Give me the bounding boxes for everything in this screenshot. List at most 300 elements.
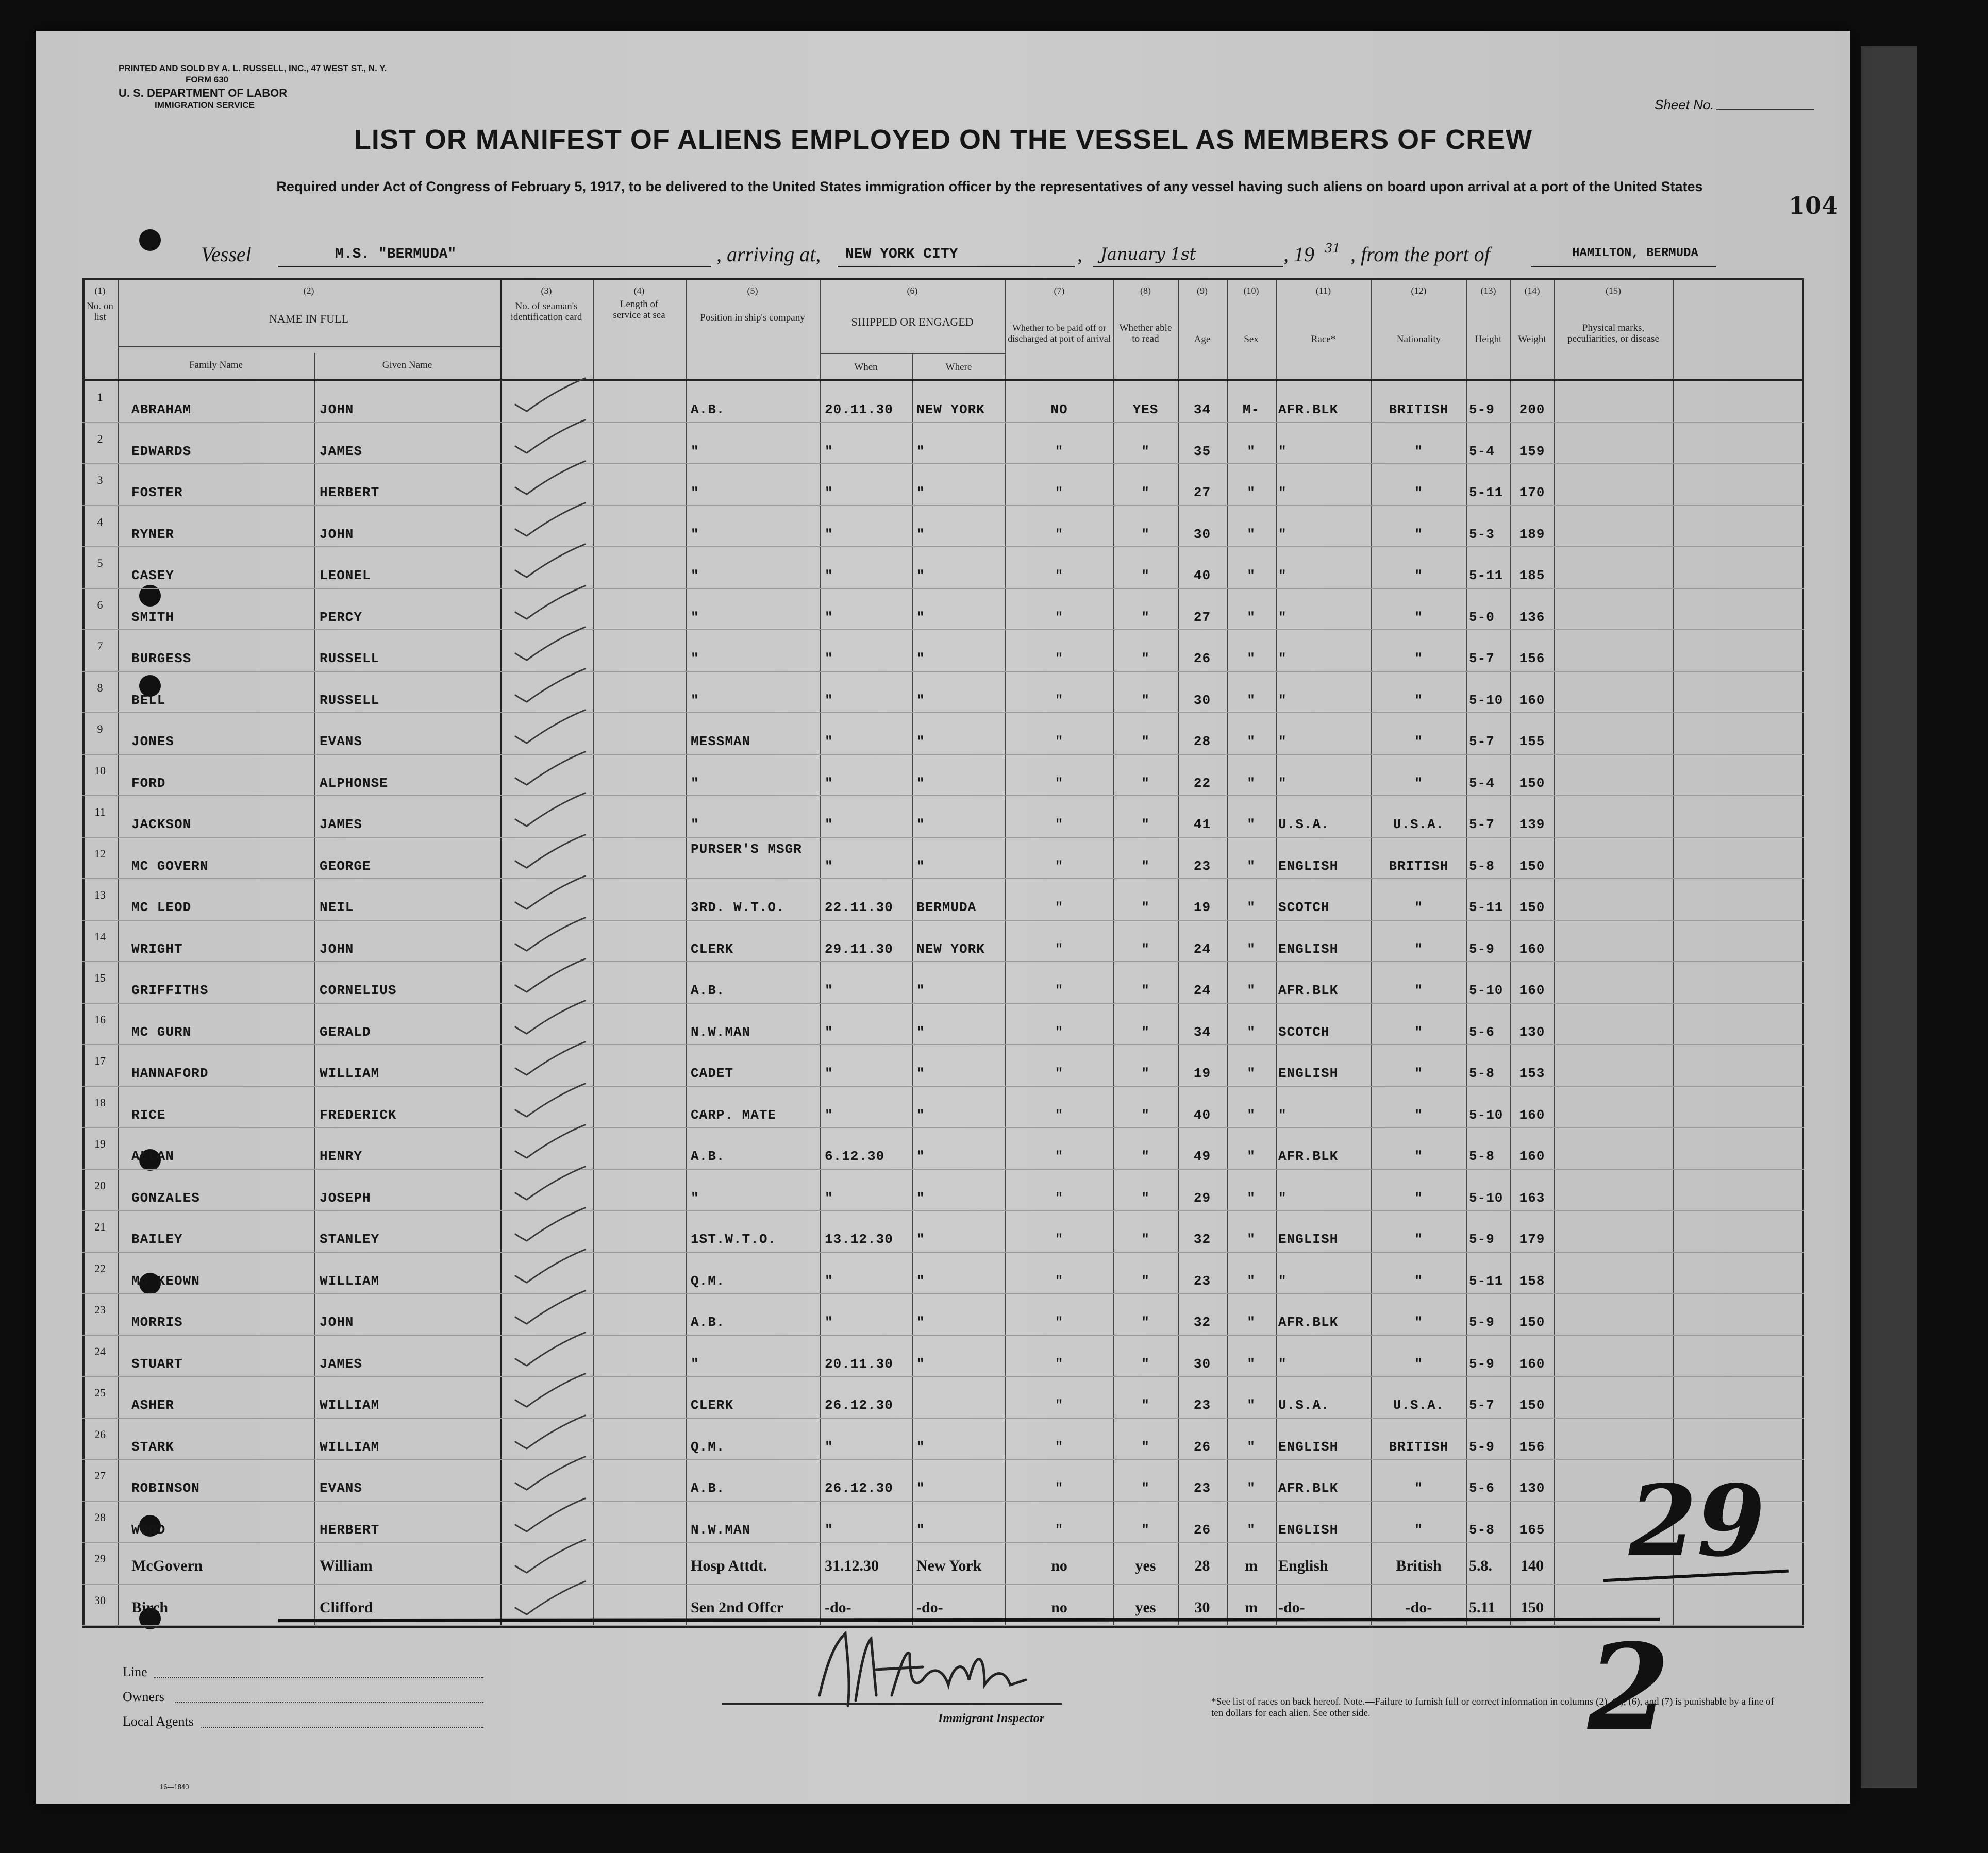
cell-weight: 156 [1519, 1439, 1545, 1455]
cell-nationality: " [1414, 1273, 1423, 1289]
cell-given: ALPHONSE [320, 775, 388, 791]
cell-position: CLERK [691, 941, 734, 957]
cell-given: JOSEPH [320, 1190, 371, 1206]
cell-sex: " [1247, 734, 1256, 749]
vessel-label: Vessel [201, 243, 252, 266]
cell-weight: 155 [1519, 734, 1545, 749]
col-header-id-card: No. of seaman's identification card [510, 301, 582, 323]
cell-paid: " [1055, 485, 1064, 500]
cell-when: 13.12.30 [825, 1232, 893, 1247]
cell-family: McGovern [131, 1557, 203, 1574]
cell-height: 5-4 [1469, 443, 1495, 459]
checkmark-icon [510, 1289, 588, 1325]
cell-age: 30 [1193, 692, 1211, 708]
cell-race: ENGLISH [1278, 941, 1339, 957]
cell-given: FREDERICK [320, 1107, 397, 1123]
year-prefix: , 19 [1283, 243, 1314, 266]
cell-position: A.B. [691, 402, 725, 417]
cell-read: " [1141, 1066, 1150, 1081]
cell-family: ROBINSON [131, 1480, 200, 1496]
cell-sex: M- [1242, 402, 1260, 417]
arrival-date: January 1st [1100, 244, 1196, 264]
cell-when: 26.12.30 [825, 1397, 893, 1413]
cell-position: " [691, 692, 699, 708]
cell-read: " [1141, 941, 1150, 957]
checkmark-icon [510, 418, 588, 454]
row-number: 10 [94, 764, 106, 777]
cell-paid: " [1055, 568, 1064, 583]
cell-where: " [916, 1480, 925, 1496]
cell-weight: 130 [1519, 1024, 1545, 1040]
cell-height: 5-11 [1469, 1273, 1503, 1289]
cell-position: Sen 2nd Offcr [691, 1598, 783, 1616]
checkmark-icon [510, 1413, 588, 1450]
cell-where: New York [916, 1557, 982, 1574]
cell-family: STUART [131, 1356, 183, 1372]
page-title: LIST OR MANIFEST OF ALIENS EMPLOYED ON THE VESSEL AS MEMBERS OF CREW [354, 124, 1533, 155]
arriving-port: NEW YORK CITY [845, 246, 958, 262]
cell-height: 5-4 [1469, 775, 1495, 791]
line-label: Line [123, 1664, 147, 1679]
checkmark-icon [510, 1123, 588, 1159]
checkmark-icon [510, 1538, 588, 1574]
cell-where: " [916, 1315, 925, 1330]
footer-note: *See list of races on back hereof. Note.—Failure to furnish full or correct information in columns (2), (5), (6), and (7) is punishable by a fine of ten dollars for each alien. See other side. [1211, 1696, 1774, 1719]
cell-family: JONES [131, 734, 175, 749]
cell-paid: " [1055, 1439, 1064, 1455]
cell-paid: " [1055, 1315, 1064, 1330]
cell-position: " [691, 775, 699, 791]
cell-read: " [1141, 1149, 1150, 1164]
cell-sex: " [1247, 1066, 1256, 1081]
cell-height: 5-10 [1469, 1107, 1503, 1123]
cell-where: -do- [916, 1598, 943, 1616]
cell-nationality: " [1414, 692, 1423, 708]
cell-nationality: " [1414, 485, 1423, 500]
cell-position: A.B. [691, 1149, 725, 1164]
cell-where: " [916, 858, 925, 874]
cell-read: " [1141, 1397, 1150, 1413]
cell-height: 5-9 [1469, 402, 1495, 417]
checkmark-icon [510, 1206, 588, 1242]
cell-age: 27 [1193, 609, 1211, 625]
cell-age: 32 [1193, 1232, 1211, 1247]
cell-read: " [1141, 1480, 1150, 1496]
row-number: 21 [94, 1220, 106, 1233]
arriving-label: , arriving at, [716, 243, 821, 266]
row-number: 18 [94, 1096, 106, 1109]
checkmark-icon [510, 1082, 588, 1118]
cell-nationality: BRITISH [1389, 402, 1449, 417]
cell-read: " [1141, 1190, 1150, 1206]
cell-position: N.W.MAN [691, 1024, 751, 1040]
cell-family: FORD [131, 775, 166, 791]
vessel-name: M.S. "BERMUDA" [335, 246, 457, 262]
row-number: 17 [94, 1054, 106, 1067]
cell-race: ENGLISH [1278, 1066, 1339, 1081]
cell-paid: " [1055, 443, 1064, 459]
cell-read: " [1141, 1273, 1150, 1289]
cell-race: AFR.BLK [1278, 983, 1339, 998]
from-label: , from the port of [1350, 243, 1490, 266]
cell-nationality: " [1414, 609, 1423, 625]
cell-read: " [1141, 1356, 1150, 1372]
cell-family: WRIGHT [131, 941, 183, 957]
cell-given: WILLIAM [320, 1066, 380, 1081]
cell-paid: " [1055, 817, 1064, 832]
checkmark-icon [510, 1372, 588, 1408]
cell-paid: NO [1050, 402, 1068, 417]
cell-age: 30 [1194, 1598, 1210, 1616]
checkmark-icon [510, 542, 588, 578]
cell-position: " [691, 1356, 699, 1372]
cell-when: " [825, 1024, 833, 1040]
col-header-position: Position in ship's company [700, 312, 805, 323]
cell-family: ALLAN [131, 1149, 175, 1164]
cell-given: JOHN [320, 1315, 354, 1330]
inspector-label: Immigrant Inspector [938, 1712, 1045, 1725]
cell-race: SCOTCH [1278, 900, 1330, 915]
checkmark-icon [510, 1496, 588, 1532]
cell-position: 1ST.W.T.O. [691, 1232, 777, 1247]
cell-nationality: " [1414, 941, 1423, 957]
cell-paid: " [1055, 734, 1064, 749]
cell-race: " [1278, 1107, 1287, 1123]
cell-race: " [1278, 775, 1287, 791]
cell-given: Clifford [320, 1598, 373, 1616]
cell-weight: 130 [1519, 1480, 1545, 1496]
cell-family: EDWARDS [131, 443, 192, 459]
cell-paid: " [1055, 1190, 1064, 1206]
row-number: 14 [94, 930, 106, 943]
cell-nationality: " [1414, 443, 1423, 459]
cell-family: HANNAFORD [131, 1066, 209, 1081]
cell-weight: 150 [1519, 858, 1545, 874]
cell-where: " [916, 1439, 925, 1455]
cell-height: 5-9 [1469, 1232, 1495, 1247]
cell-when: 20.11.30 [825, 402, 893, 417]
cell-weight: 200 [1519, 402, 1545, 417]
cell-when: " [825, 1439, 833, 1455]
cell-sex: " [1247, 1439, 1256, 1455]
cell-age: 23 [1193, 1480, 1211, 1496]
cell-weight: 160 [1519, 983, 1545, 998]
cell-family: JACKSON [131, 817, 192, 832]
cell-where: " [916, 568, 925, 583]
cell-nationality: " [1414, 1190, 1423, 1206]
cell-read: " [1141, 1522, 1150, 1538]
cell-where: " [916, 1024, 925, 1040]
cell-when: 20.11.30 [825, 1356, 893, 1372]
cell-position: CLERK [691, 1397, 734, 1413]
local-agents-label: Local Agents [123, 1714, 194, 1729]
cell-height: 5-10 [1469, 1190, 1503, 1206]
cell-age: 26 [1193, 1522, 1211, 1538]
cell-paid: " [1055, 1356, 1064, 1372]
cell-position: MESSMAN [691, 734, 751, 749]
cell-paid: " [1055, 1107, 1064, 1123]
cell-given: WILLIAM [320, 1439, 380, 1455]
cell-read: " [1141, 568, 1150, 583]
inspector-signature [799, 1618, 1046, 1721]
cell-position: A.B. [691, 1480, 725, 1496]
cell-position: " [691, 443, 699, 459]
cell-age: 23 [1193, 1273, 1211, 1289]
page-number: 104 [1789, 192, 1839, 220]
cell-weight: 160 [1519, 692, 1545, 708]
cell-given: NEIL [320, 900, 354, 915]
cell-age: 19 [1193, 900, 1211, 915]
cell-sex: " [1247, 609, 1256, 625]
cell-when: " [825, 651, 833, 666]
cell-nationality: " [1414, 526, 1423, 542]
col-header-family: Family Name [189, 360, 243, 370]
cell-height: 5.11 [1469, 1598, 1495, 1616]
cell-nationality: -do- [1405, 1598, 1432, 1616]
checkmark-icon [510, 1330, 588, 1367]
cell-family: WOOD [131, 1522, 166, 1538]
punch-hole [139, 229, 161, 251]
cell-race: " [1278, 734, 1287, 749]
checkmark-icon [510, 957, 588, 993]
cell-height: 5-8 [1469, 1066, 1495, 1081]
cell-weight: 140 [1521, 1557, 1544, 1574]
cell-age: 26 [1193, 1439, 1211, 1455]
cell-height: 5-8 [1469, 1149, 1495, 1164]
cell-sex: m [1245, 1598, 1258, 1616]
cell-position: " [691, 526, 699, 542]
cell-read: " [1141, 443, 1150, 459]
cell-age: 40 [1193, 568, 1211, 583]
cell-read: " [1141, 651, 1150, 666]
cell-nationality: " [1414, 1315, 1423, 1330]
cell-where: " [916, 1190, 925, 1206]
cell-paid: " [1055, 1066, 1064, 1081]
cell-sex: " [1247, 651, 1256, 666]
checkmark-icon [510, 1579, 588, 1615]
cell-when: 29.11.30 [825, 941, 893, 957]
cell-height: 5-11 [1469, 485, 1503, 500]
cell-race: U.S.A. [1278, 817, 1330, 832]
cell-race: ENGLISH [1278, 858, 1339, 874]
cell-nationality: BRITISH [1389, 1439, 1449, 1455]
cell-age: 28 [1194, 1557, 1210, 1574]
col-header-given: Given Name [382, 360, 432, 370]
checkmark-icon [510, 667, 588, 703]
cell-height: 5-8 [1469, 858, 1495, 874]
checkmark-icon [510, 999, 588, 1035]
row-number: 26 [94, 1427, 106, 1441]
checkmark-icon [510, 625, 588, 661]
cell-height: 5-9 [1469, 1439, 1495, 1455]
cell-where: " [916, 526, 925, 542]
cell-where: NEW YORK [916, 941, 985, 957]
cell-sex: " [1247, 568, 1256, 583]
cell-family: STARK [131, 1439, 175, 1455]
cell-race: " [1278, 526, 1287, 542]
cell-given: JAMES [320, 443, 363, 459]
checkmark-icon [510, 916, 588, 952]
cell-when: 6.12.30 [825, 1149, 885, 1164]
cell-weight: 150 [1519, 900, 1545, 915]
cell-age: 41 [1193, 817, 1211, 832]
cell-weight: 160 [1519, 941, 1545, 957]
row-number: 27 [94, 1469, 106, 1482]
row-number: 13 [94, 888, 106, 901]
cell-when: " [825, 443, 833, 459]
cell-race: -do- [1278, 1598, 1305, 1616]
cell-height: 5.8. [1469, 1557, 1492, 1574]
cell-weight: 150 [1521, 1598, 1544, 1616]
cell-paid: " [1055, 858, 1064, 874]
cell-sex: " [1247, 941, 1256, 957]
cell-race: AFR.BLK [1278, 402, 1339, 417]
cell-weight: 136 [1519, 609, 1545, 625]
cell-weight: 179 [1519, 1232, 1545, 1247]
cell-age: 22 [1193, 775, 1211, 791]
cell-height: 5-0 [1469, 609, 1495, 625]
row-number: 6 [97, 598, 103, 611]
col-header-weight: Weight [1518, 334, 1546, 345]
cell-where: " [916, 651, 925, 666]
cell-nationality: " [1414, 1356, 1423, 1372]
cell-age: 24 [1193, 983, 1211, 998]
cell-weight: 159 [1519, 443, 1545, 459]
cell-race: " [1278, 651, 1287, 666]
cell-weight: 153 [1519, 1066, 1545, 1081]
cell-nationality: U.S.A. [1393, 817, 1445, 832]
cell-where: " [916, 734, 925, 749]
cell-height: 5-10 [1469, 983, 1503, 998]
cell-nationality: " [1414, 900, 1423, 915]
checkmark-icon [510, 501, 588, 537]
cell-when: " [825, 526, 833, 542]
cell-nationality: " [1414, 651, 1423, 666]
cell-where: " [916, 1273, 925, 1289]
cell-read: " [1141, 858, 1150, 874]
cell-given: RUSSELL [320, 651, 380, 666]
cell-position: Q.M. [691, 1439, 725, 1455]
cell-age: 35 [1193, 443, 1211, 459]
cell-sex: " [1247, 1149, 1256, 1164]
cell-weight: 150 [1519, 1315, 1545, 1330]
cell-given: RUSSELL [320, 692, 380, 708]
cell-race: AFR.BLK [1278, 1315, 1339, 1330]
cell-race: " [1278, 568, 1287, 583]
cell-age: 40 [1193, 1107, 1211, 1123]
col-header-read: Whether able to read [1119, 323, 1172, 344]
cell-position: " [691, 1190, 699, 1206]
cell-sex: " [1247, 1024, 1256, 1040]
cell-when: " [825, 609, 833, 625]
cell-paid: " [1055, 1397, 1064, 1413]
cell-read: " [1141, 692, 1150, 708]
cell-sex: " [1247, 1107, 1256, 1123]
checkmark-icon [510, 1040, 588, 1076]
cell-paid: " [1055, 775, 1064, 791]
cell-weight: 185 [1519, 568, 1545, 583]
cell-height: 5-9 [1469, 1356, 1495, 1372]
cell-weight: 160 [1519, 1107, 1545, 1123]
cell-given: JOHN [320, 402, 354, 417]
row-number: 2 [97, 432, 103, 445]
checkmark-icon [510, 791, 588, 827]
cell-race: " [1278, 485, 1287, 500]
cell-sex: " [1247, 1480, 1256, 1496]
crew-table: (1) No. on list (2) NAME IN FULL Family Name Given Name (3) No. of seaman's identification card (4) Length of service at sea (5) Position in ship's company (6) SHIPPED OR ENGAGED When Where (7) Whether to be paid off or discharged at port of arrival (8) Whether able to read (9) Age (10) Sex (11) Race* (12) Nationality (13) Height (14) Weight (15) Physical marks, peculiarities, or disease 1 ABRAHAM JOHN A.B. 20.11.30 NEW YORK NO YES 34 M- AFR.BLK BRITISH 5-9 200 2 EDWARDS JAMES " " " " " 35 " " " 5-4 159 3 FOSTER HERBERT " " " " " 27 " " " 5-11 170 4 RYNER JOHN " " " " " 30 " " " 5-3 189 5 CASEY LEONEL " " " " " 40 " " " 5-11 185 6 SMITH PERCY " " " " " 27 " " " 5-0 136 7 BURGESS RUSSELL " " " " " 26 " " " 5-7 156 8 BELL RUSSELL " " " " " 30 " " " 5-10 160 9 JONES EVANS MESSMAN " " " " 28 " " " 5-7 155 10 FORD ALPHONSE " " " " " 22 " " " 5-4 150 11 JACKSON JAMES " " " " " 41 " U.S.A. U.S.A. 5-7 139 12 MC GOVERN GEORGE PURSER'S MSGR " " " " 23 " ENGLISH BRITISH 5-8 150 13 MC LEOD NEIL 3RD. W.T.O. 22.11.30 BERMUDA " " 19 " SCOTCH " 5-11 150 14 WRIGHT JOHN CLERK 29.11.30 NEW YORK " " 24 " ENGLISH " 5-9 160 15 GRIFFITHS CORNELIUS A.B. " " " " 24 " AFR.BLK " 5-10 160 16 MC GURN GERALD N.W.MAN " " " " 34 " SCOTCH " 5-6 130 17 HANNAFORD WILLIAM CADET " " " " 19 " ENGLISH " 5-8 153 18 RICE FREDERICK CARP. MATE " " " " 40 " " " 5-10 160 19 ALLAN HENRY A.B. 6.12.30 " " " 49 " AFR.BLK " 5-8 160 20 GONZALES JOSEPH " " " " " 29 " " " 5-10 163 21 BAILEY STANLEY 1ST.W.T.O. 13.12.30 " " " 32 " ENGLISH " 5-9 179 22 MC KEOWN WILLIAM Q.M. " " " " 23 " " " 5-11 158 23 MORRIS JOHN A.B. " " " " 32 " AFR.BLK " 5-9 150 24 STUART JAMES " 20.11.30 " " " 30 " " " 5-9 160 25 ASHER WILLIAM CLERK 26.12.30 " " 23 " U.S.A. U.S.A. 5-7 150 26 STARK WILLIAM Q.M. " " " " 26 " ENGLISH BRITISH 5-9 156 27 ROBINSON EVANS A.B. 26.12.30 " " " 23 " AFR.BLK " 5-6 130 28 WOOD HERBERT N.W.MAN " " " " 26 " ENGLISH " 5-8 165 29 McGovern William Hosp Attdt. 31.12.30 New York no yes 28 m English British 5.8. 140 30 Birch Clifford Sen 2nd Offcr -do- -do- no yes 30 m -do- -do- 5.11 150 [82, 278, 1804, 1628]
cell-age: 26 [1193, 651, 1211, 666]
checkmark-icon [510, 708, 588, 744]
row-number: 30 [94, 1593, 106, 1607]
from-port: HAMILTON, BERMUDA [1572, 246, 1698, 260]
cell-read: " [1141, 1439, 1150, 1455]
cell-read: yes [1135, 1598, 1156, 1616]
department-name: U. S. DEPARTMENT OF LABOR [119, 87, 288, 99]
checkmark-icon [510, 1455, 588, 1491]
cell-where: " [916, 1522, 925, 1538]
cell-given: GERALD [320, 1024, 371, 1040]
vessel-line: Vessel M.S. "BERMUDA" , arriving at, NEW YORK CITY , January 1st , 19 31 , from the port of HAMILTON, BERMUDA [201, 237, 1716, 273]
cell-paid: " [1055, 692, 1064, 708]
cell-when: " [825, 1066, 833, 1081]
cell-nationality: " [1414, 983, 1423, 998]
col-header-nationality: Nationality [1396, 334, 1441, 345]
sheet-no-label: Sheet No. [1655, 97, 1714, 112]
cell-when: " [825, 1315, 833, 1330]
cell-read: " [1141, 775, 1150, 791]
col-header-race: Race* [1311, 334, 1336, 345]
cell-nationality: BRITISH [1389, 858, 1449, 874]
cell-where: " [916, 1107, 925, 1123]
cell-paid: " [1055, 900, 1064, 915]
cell-sex: " [1247, 1356, 1256, 1372]
cell-read: " [1141, 900, 1150, 915]
cell-nationality: " [1414, 1107, 1423, 1123]
cell-when: " [825, 817, 833, 832]
form-number: FORM 630 [186, 75, 229, 85]
cell-height: 5-7 [1469, 734, 1495, 749]
cell-nationality: " [1414, 1232, 1423, 1247]
cell-family: SMITH [131, 609, 175, 625]
cell-position: CARP. MATE [691, 1107, 777, 1123]
row-number: 20 [94, 1178, 106, 1192]
cell-family: Birch [131, 1598, 169, 1616]
cell-sex: " [1247, 900, 1256, 915]
cell-weight: 139 [1519, 817, 1545, 832]
cell-where: " [916, 1356, 925, 1372]
cell-family: FOSTER [131, 485, 183, 500]
cell-read: yes [1135, 1557, 1156, 1574]
year-suffix: 31 [1325, 241, 1341, 256]
cell-paid: " [1055, 1273, 1064, 1289]
cell-given: William [320, 1557, 373, 1574]
cell-paid: " [1055, 651, 1064, 666]
owners-label: Owners [123, 1689, 164, 1704]
row-number: 5 [97, 557, 103, 569]
col-header-no: No. on list [87, 301, 113, 323]
cell-where: NEW YORK [916, 402, 985, 417]
cell-when: " [825, 692, 833, 708]
cell-position: N.W.MAN [691, 1522, 751, 1538]
cell-race: " [1278, 443, 1287, 459]
cell-race: AFR.BLK [1278, 1149, 1339, 1164]
page-edge-shadow [1861, 46, 1917, 1788]
cell-when: " [825, 1190, 833, 1206]
cell-family: GONZALES [131, 1190, 200, 1206]
cell-read: " [1141, 817, 1150, 832]
cell-given: JOHN [320, 526, 354, 542]
cell-given: JAMES [320, 1356, 363, 1372]
